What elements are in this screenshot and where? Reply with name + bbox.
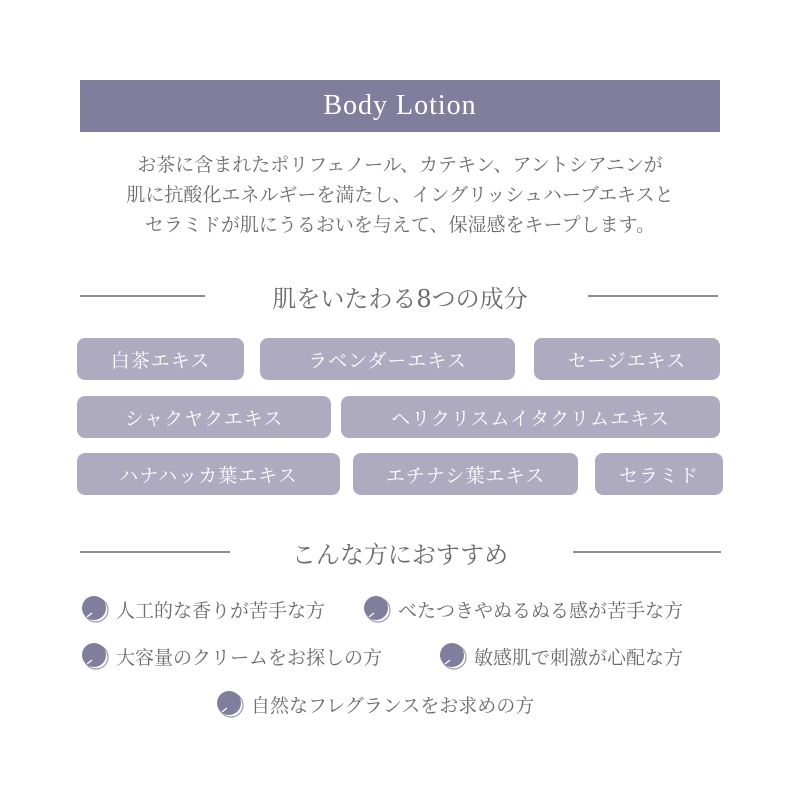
recommend-item (438, 641, 683, 671)
recommend-item (80, 594, 325, 624)
ingredient-chip: 白茶エキス (77, 338, 244, 380)
description (80, 150, 720, 240)
check-circle-icon (80, 641, 110, 671)
page-title: Body Lotion (323, 90, 477, 121)
recommend-item (362, 594, 683, 624)
recommend-item (215, 689, 534, 719)
recommend-item-label: べたつきやぬるぬる感が苦手な方 (398, 599, 684, 622)
recommend-item (80, 641, 382, 671)
ingredient-chip: シャクヤクエキス (77, 396, 331, 438)
check-circle-icon (215, 689, 245, 719)
ingredient-chip: セラミド (595, 453, 723, 495)
recommend-item-label: 人工的な香りが苦手な方 (116, 599, 326, 622)
description-line: お茶に含まれたポリフェノール、カテキン、アントシアニンが (137, 154, 663, 176)
title-bar (80, 80, 720, 132)
description-line: セラミドが肌にうるおいを与えて、保湿感をキープします。 (144, 214, 656, 236)
recommend-item-label: 敏感肌で刺激が心配な方 (474, 646, 684, 669)
recommend-item-label: 自然なフレグランスをお求めの方 (251, 694, 535, 717)
ingredients-heading: 肌をいたわる8つの成分 (272, 285, 528, 313)
check-circle-icon (80, 594, 110, 624)
ingredient-chip: ラベンダーエキス (260, 338, 515, 380)
ingredient-chip: セージエキス (534, 338, 720, 380)
recommend-heading: こんな方におすすめ (291, 541, 509, 569)
check-circle-icon (362, 594, 392, 624)
ingredient-chip: ヘリクリスムイタクリムエキス (341, 396, 720, 438)
description-line: 肌に抗酸化エネルギーを満たし、イングリッシュハーブエキスと (126, 184, 674, 206)
recommend-item-label: 大容量のクリームをお探しの方 (116, 646, 383, 669)
ingredient-chip: ハナハッカ葉エキス (77, 453, 340, 495)
check-circle-icon (438, 641, 468, 671)
ingredient-chip: エチナシ葉エキス (353, 453, 578, 495)
